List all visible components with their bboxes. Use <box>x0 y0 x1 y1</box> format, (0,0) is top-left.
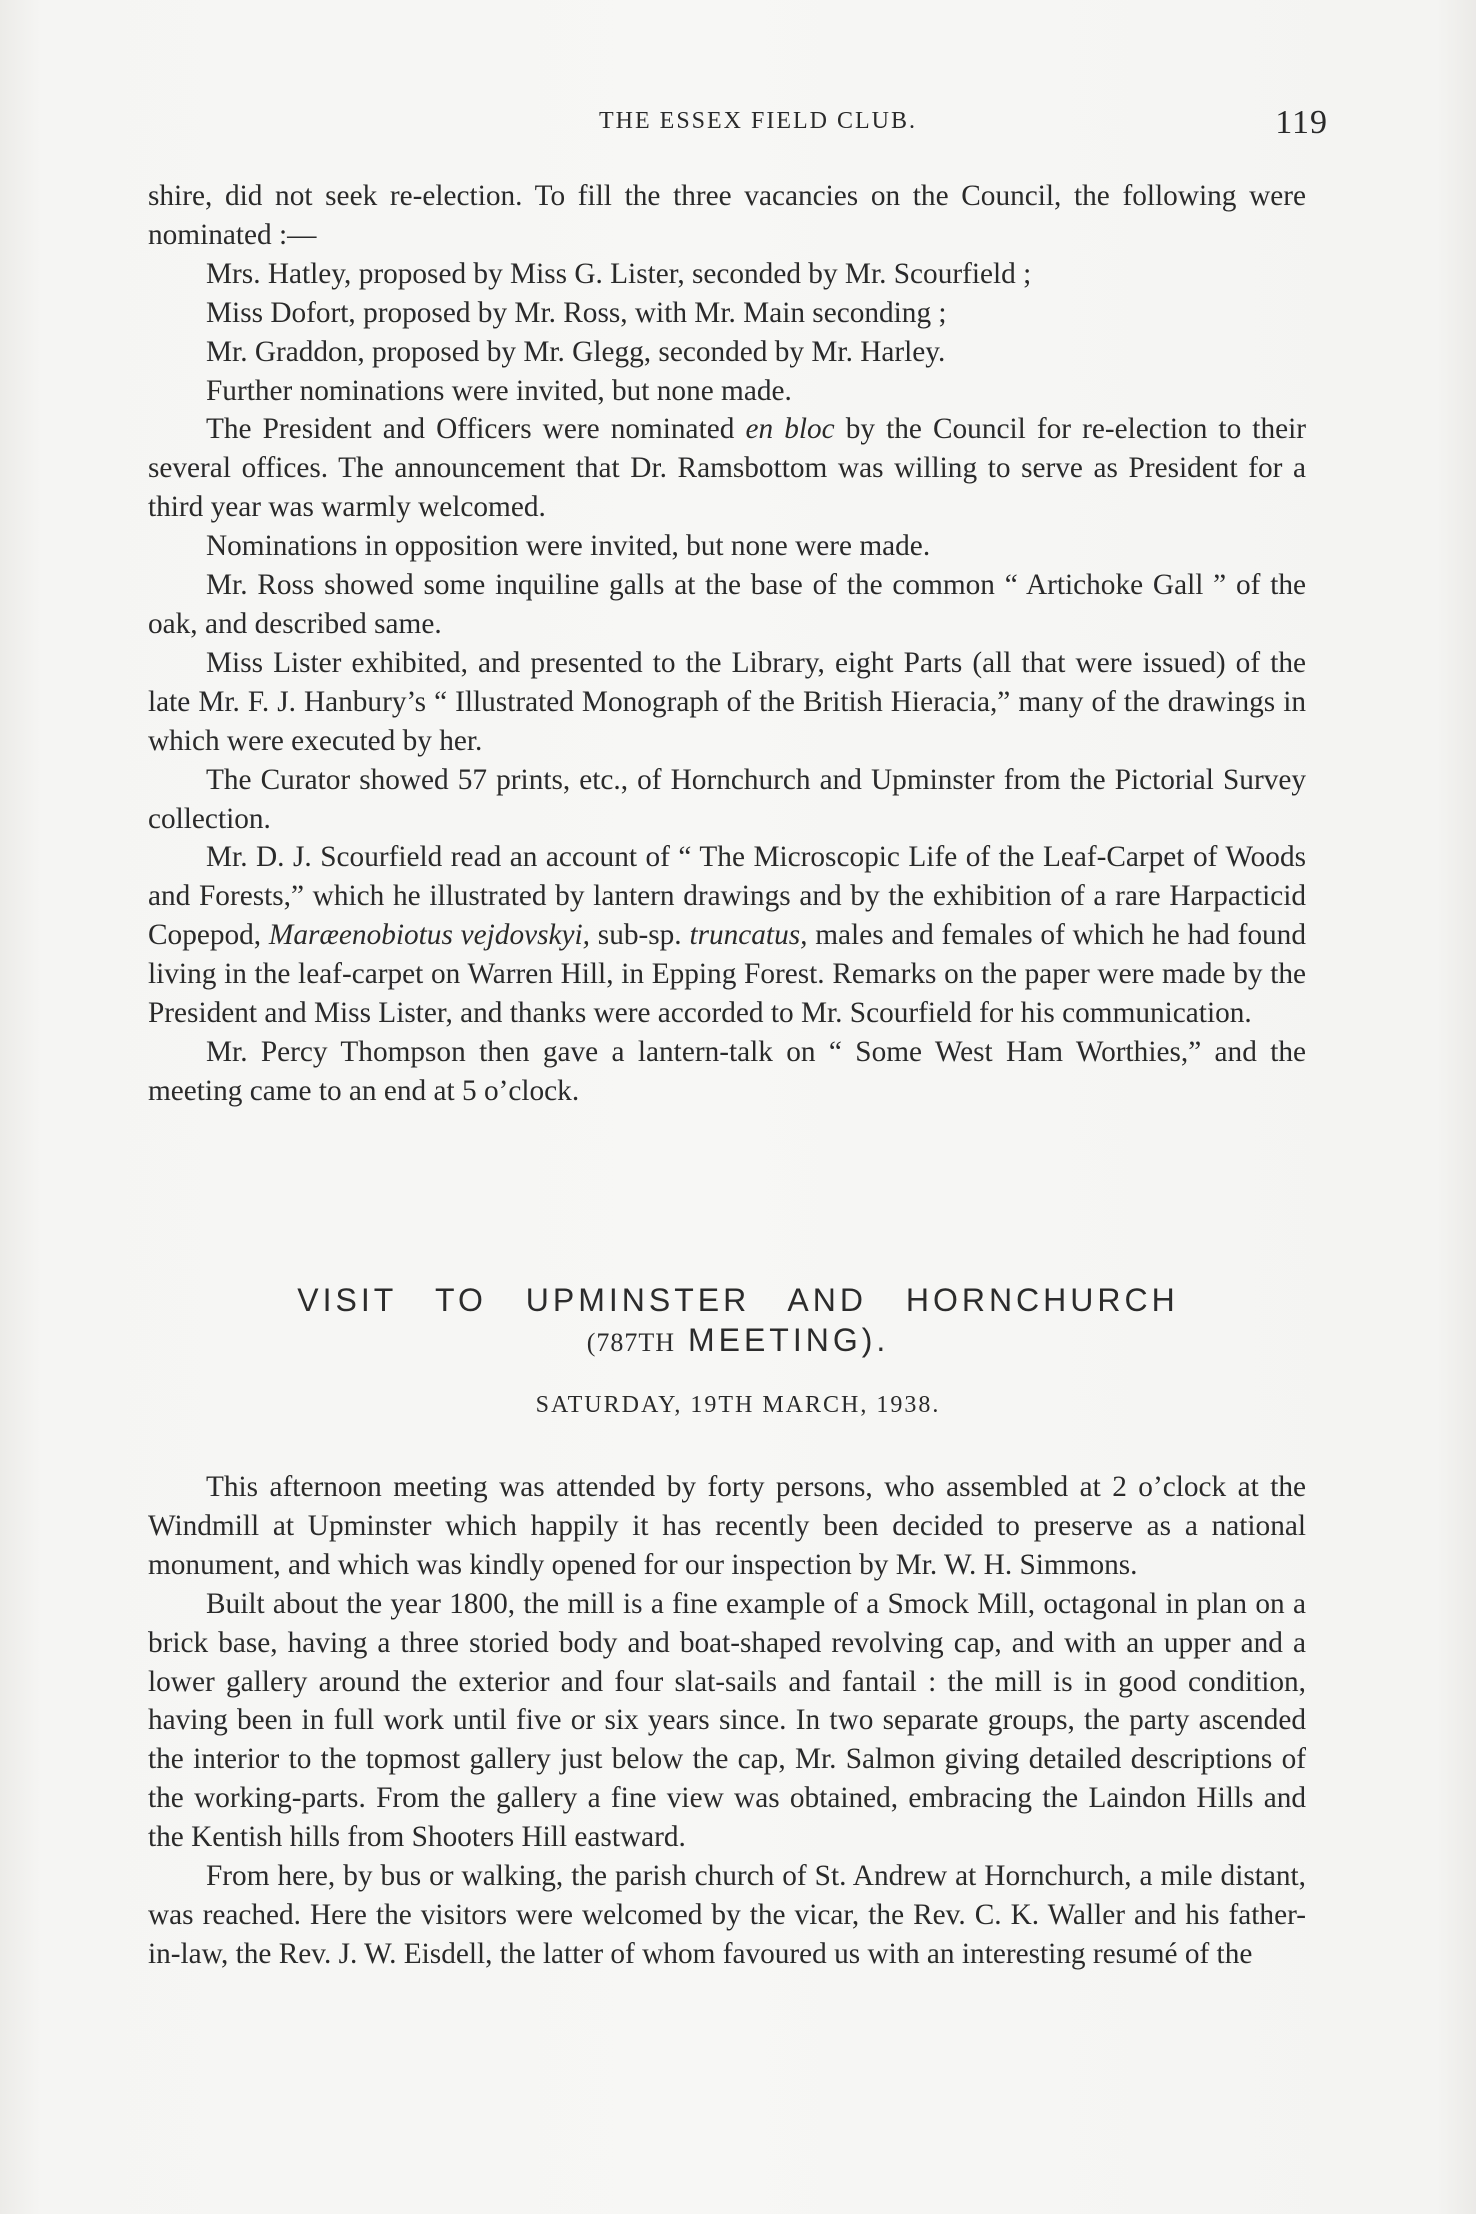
nomination-line: Mr. Graddon, proposed by Mr. Glegg, seconded by Mr. Harley. <box>206 335 946 368</box>
page-number: 119 <box>1275 104 1328 141</box>
paragraph <box>148 838 1306 1033</box>
running-title: THE ESSEX FIELD CLUB. <box>599 108 917 134</box>
nomination-line: Mrs. Hatley, proposed by Miss G. Lister, seconded by Mr. Scourfield ; <box>206 257 1032 290</box>
running-head <box>148 100 1328 140</box>
text-run: by the Council for re-election to their several offices. The announcement that Dr. Ramsbottom was willing to serve as President for a third year was warmly welcomed. <box>148 413 1306 524</box>
dateline: SATURDAY, 19TH MARCH, 1938. <box>535 1392 941 1418</box>
text-run: males and females of which he had found living in the leaf-carpet on Warren Hill, in Epping Forest. Remarks on the paper were made by the President and Miss Lister, and thanks were accorded to Mr. Scourfield for his communication. <box>148 919 1306 1030</box>
text-run: sub-sp. <box>589 919 690 952</box>
italic-text: en bloc <box>745 413 835 446</box>
italic-text: Maræenobiotus vejdovskyi, <box>268 919 590 952</box>
italic-text: truncatus, <box>689 919 808 952</box>
visit-text <box>148 1468 1306 1974</box>
paragraph: Miss Lister exhibited, and presented to the Library, eight Parts (all that were issued) of the late Mr. F. J. Hanbury’s “ Illustrated Monograph of the British Hieracia,” many of the drawings in which were executed by her. <box>148 646 1306 757</box>
paragraph: Built about the year 1800, the mill is a fine example of a Smock Mill, octagonal in plan on a brick base, having a three storied body and boat-shaped revolving cap, and with an upper and a lower gallery around the exterior and four slat-sails and fantail : the mill is in good condition, having been in full work until five or six years since. In two separate groups, the party ascended the interior to the topmost gallery just below the cap, Mr. Salmon giving detailed descriptions of the working-parts. From the gallery a fine view was obtained, embracing the Laindon Hills and the Kentish hills from Shooters Hill eastward. <box>148 1587 1306 1854</box>
paragraph: The Curator showed 57 prints, etc., of Hornchurch and Upminster from the Pictorial Survey collection. <box>148 763 1306 835</box>
paragraph: Mr. Percy Thompson then gave a lantern-talk on “ Some West Ham Worthies,” and the meeting came to an end at 5 o’clock. <box>148 1035 1306 1107</box>
paragraph: shire, did not seek re-election. To fill the three vacancies on the Council, the following were nominated :— <box>148 180 1306 251</box>
paragraph <box>148 410 1306 527</box>
section-heading: VISIT TO UPMINSTER AND HORNCHURCH <box>297 1282 1179 1318</box>
paragraph: This afternoon meeting was attended by forty persons, who assembled at 2 o’clock at the Windmill at Upminster which happily it has recently been decided to preserve as a national monument, and which was kindly opened for our inspection by Mr. W. H. Simmons. <box>148 1471 1306 1581</box>
paragraph: Mr. Ross showed some inquiline galls at the base of the common “ Artichoke Gall ” of the oak, and described same. <box>148 569 1306 640</box>
text-run: The President and Officers were nominated <box>206 413 746 446</box>
nomination-line: Further nominations were invited, but none made. <box>206 374 792 407</box>
meeting-number: (787TH <box>586 1328 676 1357</box>
meeting-word: MEETING). <box>687 1322 890 1358</box>
nomination-line: Miss Dofort, proposed by Mr. Ross, with Mr. Main seconding ; <box>206 296 947 329</box>
section-heading-meeting <box>148 1320 1328 1363</box>
minutes-text <box>148 177 1306 1111</box>
paragraph: Nominations in opposition were invited, but none were made. <box>206 530 931 563</box>
text-run: Mr. D. J. Scourfield read an account of “ The Microscopic Life of the Leaf-Carpet of Woods and Forests,” which he illustrated by lantern drawings and by the exhibition of a rare Harpacticid Copepod, <box>148 841 1306 952</box>
paragraph: From here, by bus or walking, the parish church of St. Andrew at Hornchurch, a mile distant, was reached. Here the visitors were welcomed by the vicar, the Rev. C. K. Waller and his father-in-law, the Rev. J. W. Eisdell, the latter of whom favoured us with an interesting resumé of the <box>148 1860 1306 1970</box>
